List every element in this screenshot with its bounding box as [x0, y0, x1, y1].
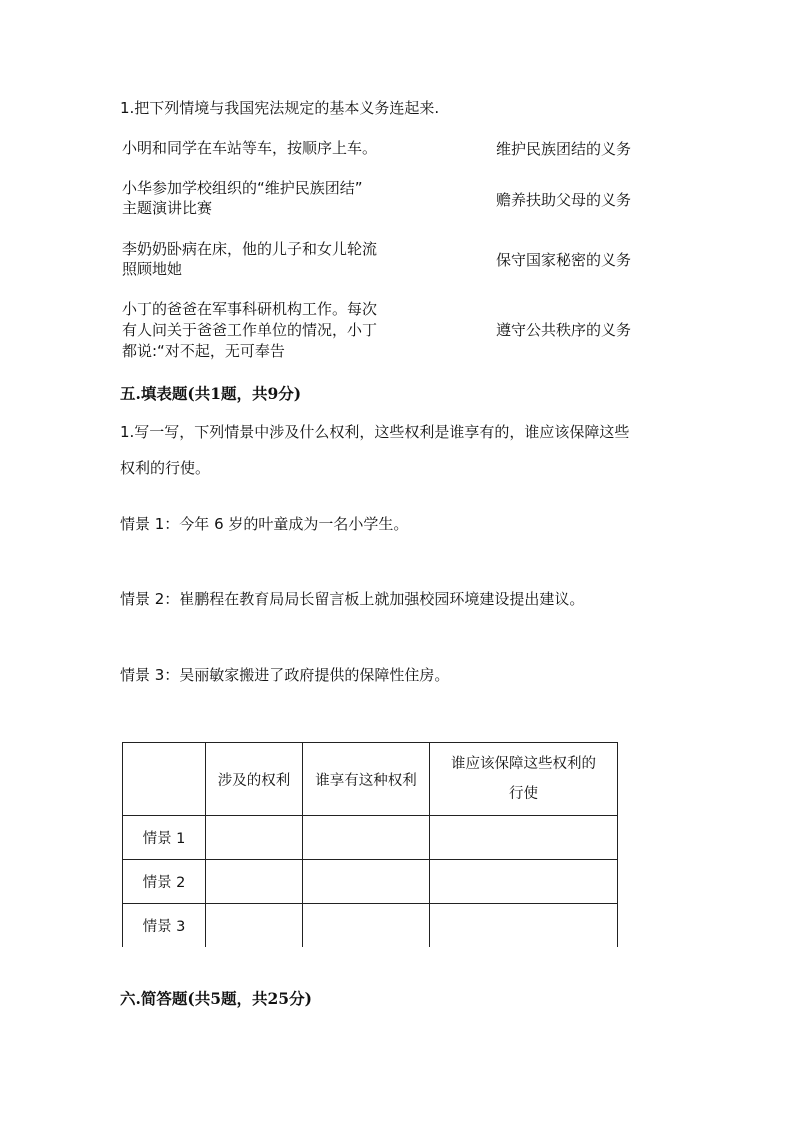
table-cell-answer[interactable]: [303, 860, 430, 904]
table-cell-answer[interactable]: [430, 860, 618, 904]
table-row-label-1: 情景 1: [123, 816, 206, 860]
match-left-item-4-line-2: 有人问关于爸爸工作单位的情况，小丁: [122, 321, 378, 339]
table-cell-answer[interactable]: [206, 904, 303, 947]
match-right-item-3: 保守国家秘密的义务: [496, 251, 632, 269]
table-header-holder: 谁享有这种权利: [303, 743, 430, 816]
table-header-row: [123, 743, 618, 816]
match-left-item-3-line-1: 李奶奶卧病在床，他的儿子和女儿轮流: [122, 240, 378, 258]
table-cell-answer[interactable]: [430, 904, 618, 947]
table-row: [123, 904, 618, 947]
section-6-heading: 六.简答题(共5题，共25分): [120, 989, 312, 1008]
section-5-heading: 五.填表题(共1题，共9分): [120, 384, 302, 403]
match-left-item-4-line-1: 小丁的爸爸在军事科研机构工作。每次: [122, 300, 378, 318]
table-cell-answer[interactable]: [206, 860, 303, 904]
match-left-item-3: [122, 239, 422, 279]
table-row-label-3: 情景 3: [123, 904, 206, 947]
table-header-guarantor-line-2: 行使: [509, 786, 538, 802]
match-left-item-2-line-2: 主题演讲比赛: [122, 199, 213, 217]
table-header-guarantor: [430, 743, 618, 816]
match-left-item-1: [122, 137, 422, 159]
match-left-item-4-line-3: 都说:“对不起，无可奉告: [122, 342, 285, 360]
fill-table: [122, 742, 618, 947]
table-row: [123, 816, 618, 860]
match-left-item-2: [122, 178, 422, 218]
match-left-item-1-line-1: 小明和同学在车站等车，按顺序上车。: [122, 139, 378, 157]
scenario-1: 情景 1：今年 6 岁的叶童成为一名小学生。: [120, 515, 409, 533]
table-header-guarantor-line-1: 谁应该保障这些权利的: [451, 756, 596, 772]
scenario-2: 情景 2：崔鹏程在教育局局长留言板上就加强校园环境建设提出建议。: [120, 590, 585, 608]
match-right-item-2: 赡养扶助父母的义务: [496, 191, 632, 209]
match-left-item-3-line-2: 照顾地她: [122, 260, 183, 278]
scenario-3: 情景 3：吴丽敏家搬进了政府提供的保障性住房。: [120, 666, 450, 684]
table-cell-answer[interactable]: [430, 816, 618, 860]
section-5-question-line-2: 权利的行使。: [120, 459, 211, 477]
section-5-question-line-1: 1.写一写，下列情景中涉及什么权利，这些权利是谁享有的，谁应该保障这些: [120, 423, 630, 441]
match-right-item-4: 遵守公共秩序的义务: [496, 321, 632, 339]
match-right-item-1: 维护民族团结的义务: [496, 140, 632, 158]
table-header-right: 涉及的权利: [206, 743, 303, 816]
table-cell-answer[interactable]: [303, 816, 430, 860]
table-header-corner: [123, 743, 206, 816]
table-row-label-2: 情景 2: [123, 860, 206, 904]
match-left-item-2-line-1: 小华参加学校组织的“维护民族团结”: [122, 179, 363, 197]
match-left-item-4: [122, 299, 422, 362]
table-cell-answer[interactable]: [303, 904, 430, 947]
match-question-title: 1.把下列情境与我国宪法规定的基本义务连起来.: [120, 99, 440, 117]
table-row: [123, 860, 618, 904]
table-cell-answer[interactable]: [206, 816, 303, 860]
